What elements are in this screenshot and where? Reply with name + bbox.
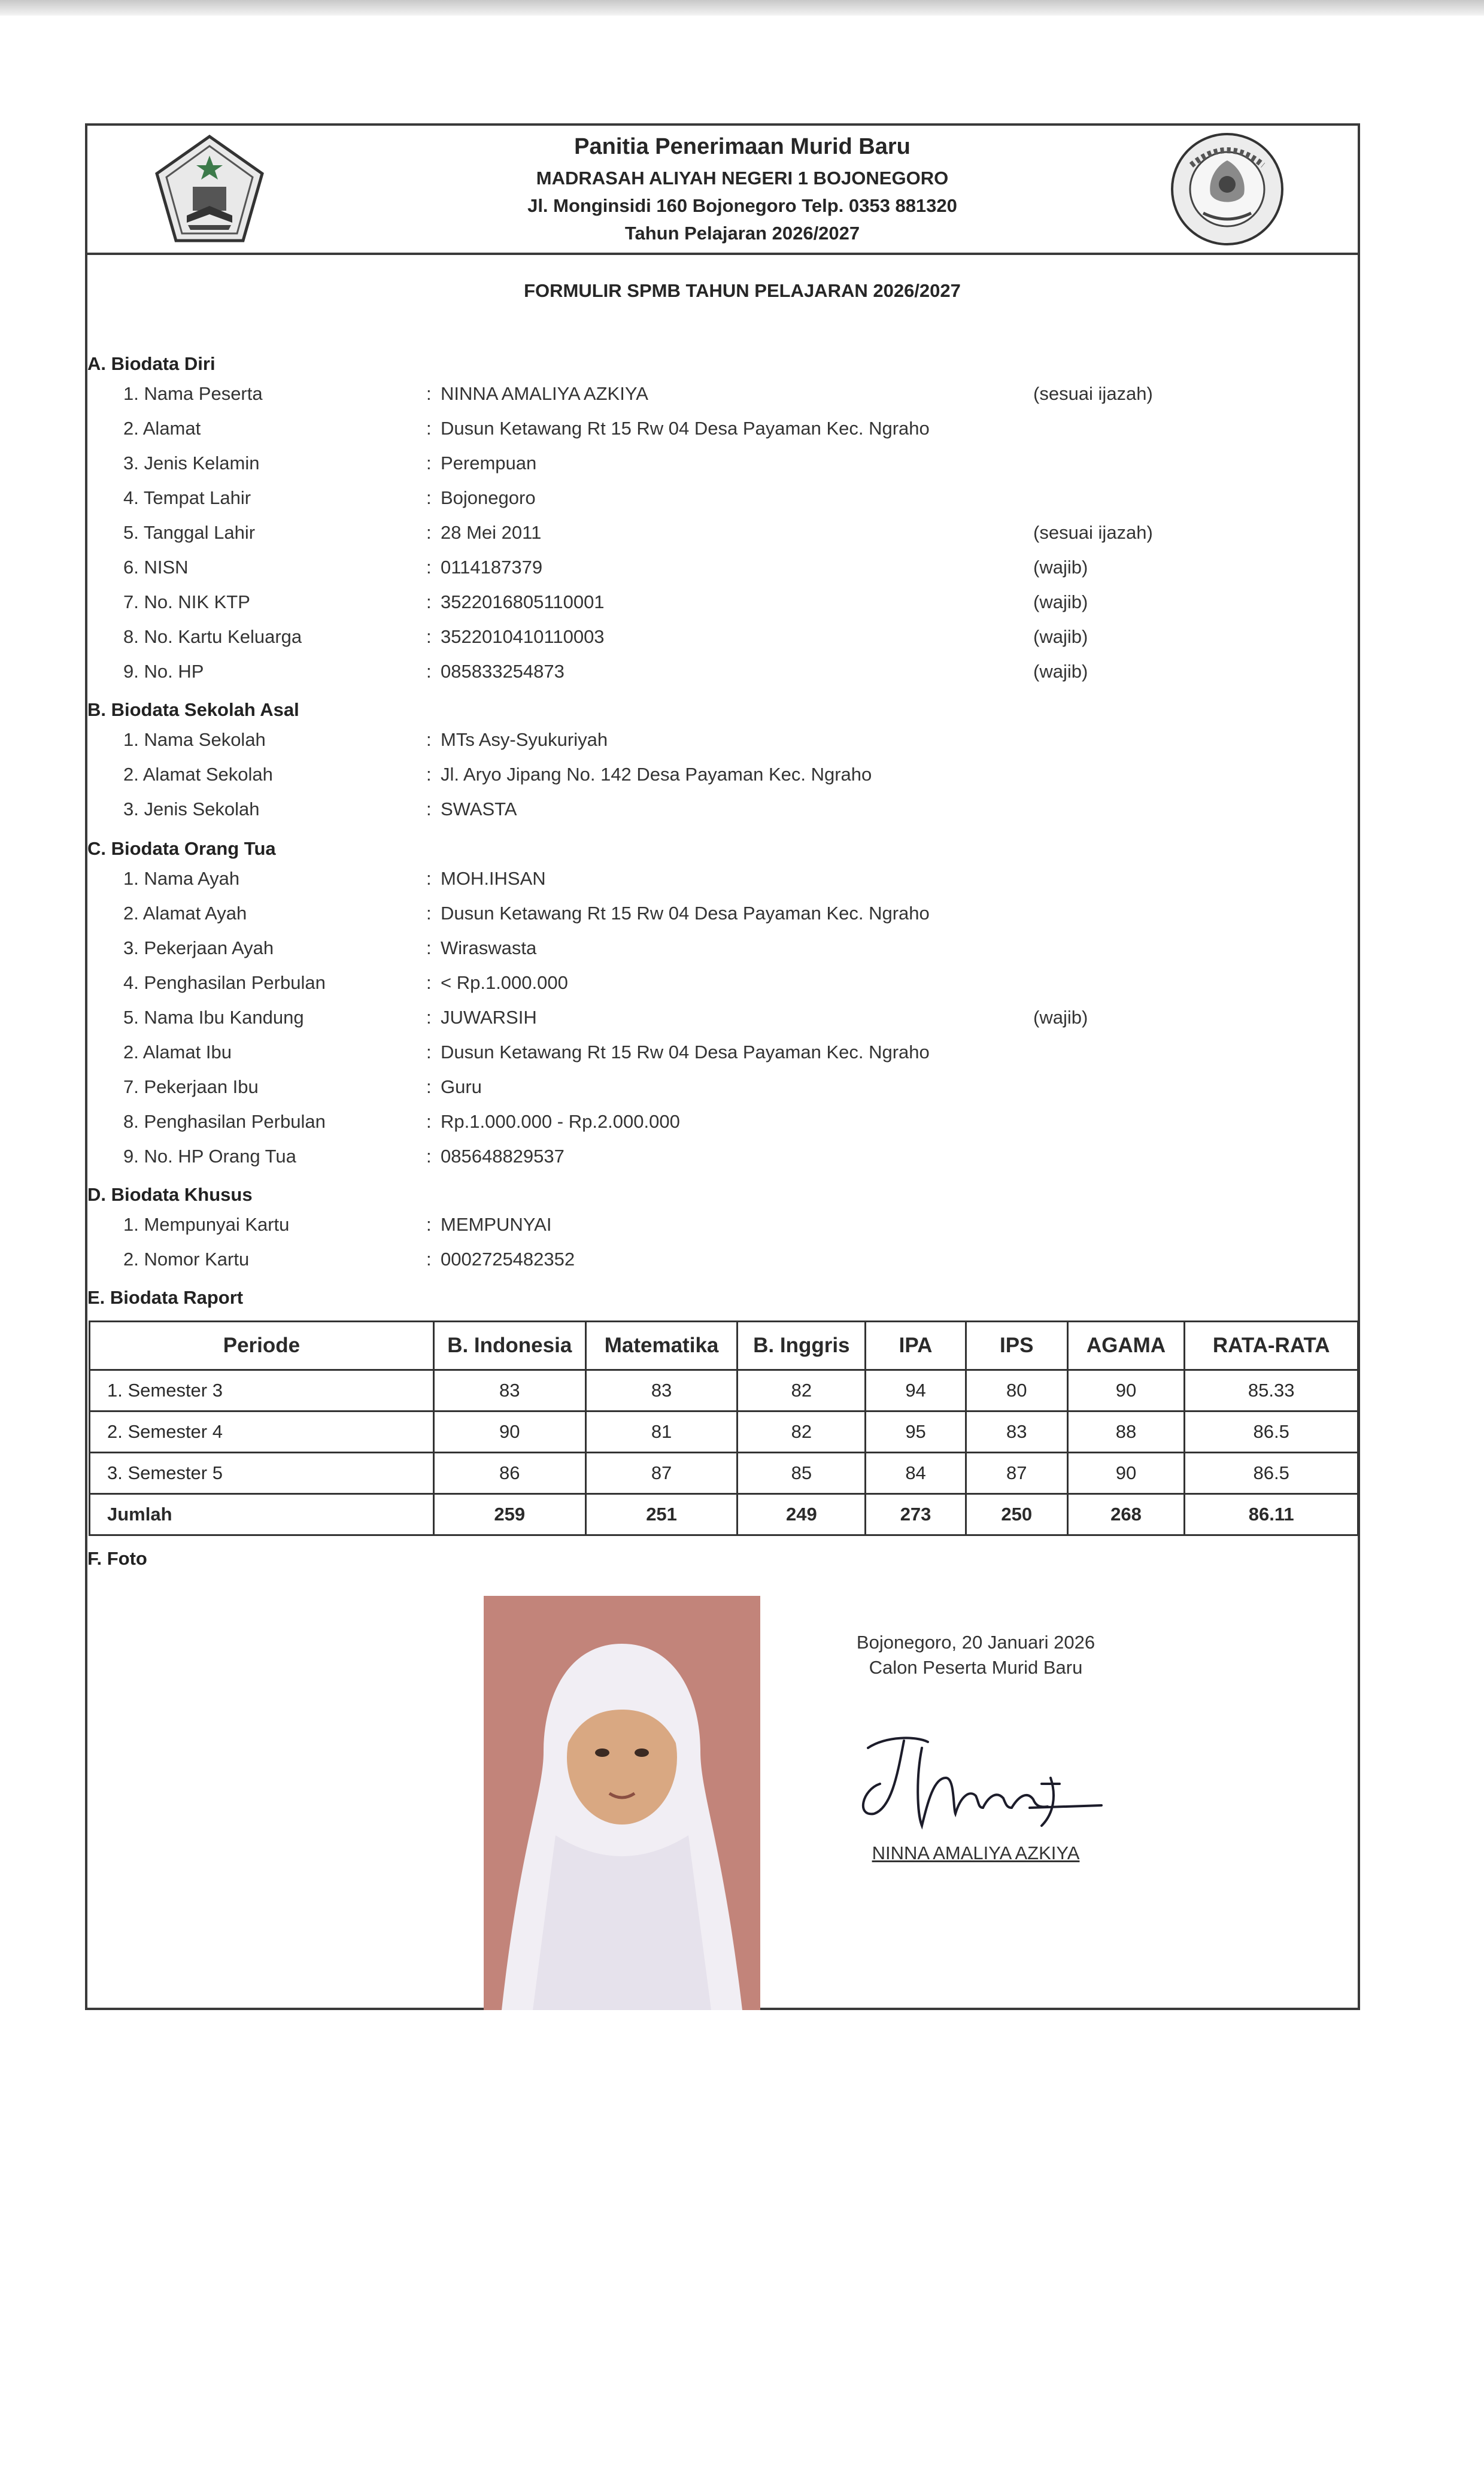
- field-row: [0, 868, 1484, 901]
- field-colon: :: [426, 661, 432, 682]
- field-row: [0, 661, 1484, 694]
- field-colon: :: [426, 1111, 432, 1132]
- field-value: SWASTA: [441, 799, 517, 819]
- field-row: [0, 903, 1484, 936]
- field-value: JUWARSIH: [441, 1007, 537, 1028]
- field-value: Rp.1.000.000 - Rp.2.000.000: [441, 1111, 680, 1132]
- field-colon: :: [426, 903, 432, 924]
- student-photo: [484, 1596, 760, 2010]
- field-row: [0, 557, 1484, 590]
- header-divider: [85, 253, 1360, 255]
- field-label: 6. NISN: [123, 557, 189, 578]
- field-value: 0002725482352: [441, 1249, 575, 1270]
- school-address: Jl. Monginsidi 160 Bojonegoro Telp. 0353 881320: [527, 195, 957, 216]
- field-label: 4. Penghasilan Perbulan: [123, 972, 326, 993]
- field-note: (sesuai ijazah): [1033, 522, 1153, 543]
- field-row: [0, 729, 1484, 763]
- field-row: [0, 972, 1484, 1006]
- field-colon: :: [426, 1042, 432, 1063]
- table-cell: Jumlah: [90, 1494, 434, 1535]
- field-row: [0, 764, 1484, 797]
- field-row: [0, 626, 1484, 660]
- school-name: MADRASAH ALIYAH NEGERI 1 BOJONEGORO: [536, 168, 949, 189]
- table-cell: 83: [433, 1370, 585, 1411]
- field-label: 3. Pekerjaan Ayah: [123, 937, 274, 958]
- field-note: (sesuai ijazah): [1033, 383, 1153, 404]
- table-cell: 90: [1067, 1370, 1185, 1411]
- table-cell: 90: [1067, 1453, 1185, 1494]
- field-note: (wajib): [1033, 591, 1088, 612]
- field-note: (wajib): [1033, 1007, 1088, 1028]
- field-value: 3522010410110003: [441, 626, 605, 647]
- field-label: 2. Alamat: [123, 418, 201, 439]
- table-cell: 86.5: [1185, 1411, 1358, 1453]
- field-colon: :: [426, 626, 432, 647]
- column-header: AGAMA: [1067, 1322, 1185, 1370]
- raport-table: [89, 1321, 1359, 1536]
- section-title-raport: E. Biodata Raport: [87, 1287, 244, 1308]
- table-cell: 82: [738, 1411, 866, 1453]
- field-value: MOH.IHSAN: [441, 868, 546, 889]
- table-cell: 86.5: [1185, 1453, 1358, 1494]
- field-label: 1. Nama Peserta: [123, 383, 263, 404]
- field-row: [0, 799, 1484, 832]
- field-label: 9. No. HP: [123, 661, 204, 682]
- column-header: Periode: [90, 1322, 434, 1370]
- column-header: IPA: [866, 1322, 966, 1370]
- field-value: MEMPUNYAI: [441, 1214, 552, 1235]
- table-cell: 249: [738, 1494, 866, 1535]
- field-row: [0, 1042, 1484, 1075]
- sign-name: NINNA AMALIYA AZKIYA: [872, 1842, 1080, 1863]
- table-row: [90, 1411, 1358, 1453]
- field-colon: :: [426, 972, 432, 993]
- column-header: Matematika: [585, 1322, 738, 1370]
- field-value: 0114187379: [441, 557, 543, 578]
- column-header: B. Inggris: [738, 1322, 866, 1370]
- table-cell: 86.11: [1185, 1494, 1358, 1535]
- field-value: 085833254873: [441, 661, 565, 682]
- field-value: < Rp.1.000.000: [441, 972, 568, 993]
- field-colon: :: [426, 522, 432, 543]
- field-value: 085648829537: [441, 1146, 565, 1167]
- field-note: (wajib): [1033, 557, 1088, 578]
- table-cell: 250: [966, 1494, 1067, 1535]
- field-colon: :: [426, 729, 432, 750]
- section-title-orang-tua: C. Biodata Orang Tua: [87, 838, 276, 859]
- field-label: 2. Alamat Ayah: [123, 903, 247, 924]
- table-cell: 1. Semester 3: [90, 1370, 434, 1411]
- field-colon: :: [426, 764, 432, 785]
- table-cell: 251: [585, 1494, 738, 1535]
- field-value: Dusun Ketawang Rt 15 Rw 04 Desa Payaman Kec. Ngraho: [441, 1042, 930, 1063]
- field-value: NINNA AMALIYA AZKIYA: [441, 383, 648, 404]
- table-row: [90, 1453, 1358, 1494]
- section-title-foto: F. Foto: [87, 1548, 147, 1569]
- field-colon: :: [426, 487, 432, 508]
- field-note: (wajib): [1033, 626, 1088, 647]
- field-label: 1. Mempunyai Kartu: [123, 1214, 290, 1235]
- field-row: [0, 418, 1484, 451]
- field-row: [0, 453, 1484, 486]
- school-seal-icon: [1167, 129, 1287, 252]
- table-cell: 86: [433, 1453, 585, 1494]
- field-row: [0, 487, 1484, 521]
- field-row: [0, 1146, 1484, 1179]
- table-cell: 83: [585, 1370, 738, 1411]
- field-value: 28 Mei 2011: [441, 522, 542, 543]
- field-colon: :: [426, 383, 432, 404]
- column-header: RATA-RATA: [1185, 1322, 1358, 1370]
- field-label: 2. Alamat Sekolah: [123, 764, 273, 785]
- form-title: FORMULIR SPMB TAHUN PELAJARAN 2026/2027: [524, 280, 961, 301]
- field-value: Jl. Aryo Jipang No. 142 Desa Payaman Kec. Ngraho: [441, 764, 872, 785]
- table-cell: 95: [866, 1411, 966, 1453]
- table-cell: 259: [433, 1494, 585, 1535]
- field-label: 7. Pekerjaan Ibu: [123, 1076, 259, 1097]
- field-label: 3. Jenis Kelamin: [123, 453, 260, 473]
- field-label: 8. No. Kartu Keluarga: [123, 626, 302, 647]
- table-cell: 273: [866, 1494, 966, 1535]
- sign-place-date: Bojonegoro, 20 Januari 2026: [856, 1632, 1095, 1653]
- field-colon: :: [426, 453, 432, 473]
- field-row: [0, 591, 1484, 625]
- field-label: 1. Nama Sekolah: [123, 729, 266, 750]
- field-value: Perempuan: [441, 453, 537, 473]
- column-header: IPS: [966, 1322, 1067, 1370]
- field-value: 3522016805110001: [441, 591, 605, 612]
- sign-role: Calon Peserta Murid Baru: [869, 1657, 1083, 1678]
- field-colon: :: [426, 1007, 432, 1028]
- field-label: 3. Jenis Sekolah: [123, 799, 260, 819]
- field-label: 8. Penghasilan Perbulan: [123, 1111, 326, 1132]
- field-value: MTs Asy-Syukuriyah: [441, 729, 608, 750]
- column-header: B. Indonesia: [433, 1322, 585, 1370]
- field-row: [0, 1214, 1484, 1247]
- field-row: [0, 1111, 1484, 1145]
- table-cell: 268: [1067, 1494, 1185, 1535]
- table-cell: 87: [585, 1453, 738, 1494]
- field-label: 5. Tanggal Lahir: [123, 522, 256, 543]
- section-title-biodata-diri: A. Biodata Diri: [87, 353, 216, 374]
- field-value: Dusun Ketawang Rt 15 Rw 04 Desa Payaman Kec. Ngraho: [441, 903, 930, 924]
- field-label: 2. Alamat Ibu: [123, 1042, 232, 1063]
- field-colon: :: [426, 591, 432, 612]
- table-cell: 80: [966, 1370, 1067, 1411]
- field-value: Guru: [441, 1076, 482, 1097]
- table-cell: 94: [866, 1370, 966, 1411]
- table-cell: 3. Semester 5: [90, 1453, 434, 1494]
- table-cell: 81: [585, 1411, 738, 1453]
- table-cell: 83: [966, 1411, 1067, 1453]
- field-value: Bojonegoro: [441, 487, 536, 508]
- kemenag-logo-icon: [151, 132, 268, 252]
- table-cell: 87: [966, 1453, 1067, 1494]
- field-colon: :: [426, 557, 432, 578]
- handwritten-signature: [850, 1724, 1113, 1847]
- scan-top-edge: [0, 0, 1484, 16]
- field-row: [0, 1007, 1484, 1040]
- field-colon: :: [426, 1146, 432, 1167]
- section-title-biodata-khusus: D. Biodata Khusus: [87, 1184, 253, 1205]
- field-colon: :: [426, 418, 432, 439]
- field-label: 7. No. NIK KTP: [123, 591, 250, 612]
- table-total-row: [90, 1494, 1358, 1535]
- field-colon: :: [426, 1249, 432, 1270]
- academic-year: Tahun Pelajaran 2026/2027: [624, 223, 860, 244]
- table-cell: 84: [866, 1453, 966, 1494]
- field-row: [0, 1249, 1484, 1282]
- table-cell: 85.33: [1185, 1370, 1358, 1411]
- table-cell: 90: [433, 1411, 585, 1453]
- table-cell: 82: [738, 1370, 866, 1411]
- table-cell: 88: [1067, 1411, 1185, 1453]
- field-colon: :: [426, 799, 432, 819]
- field-colon: :: [426, 868, 432, 889]
- field-colon: :: [426, 1076, 432, 1097]
- table-row: [90, 1370, 1358, 1411]
- field-value: Dusun Ketawang Rt 15 Rw 04 Desa Payaman Kec. Ngraho: [441, 418, 930, 439]
- table-cell: 2. Semester 4: [90, 1411, 434, 1453]
- committee-title: Panitia Penerimaan Murid Baru: [574, 134, 911, 159]
- field-value: Wiraswasta: [441, 937, 537, 958]
- field-colon: :: [426, 1214, 432, 1235]
- field-label: 9. No. HP Orang Tua: [123, 1146, 296, 1167]
- field-label: 1. Nama Ayah: [123, 868, 240, 889]
- table-cell: 85: [738, 1453, 866, 1494]
- field-row: [0, 1076, 1484, 1110]
- field-label: 4. Tempat Lahir: [123, 487, 251, 508]
- field-row: [0, 383, 1484, 417]
- field-label: 5. Nama Ibu Kandung: [123, 1007, 304, 1028]
- field-note: (wajib): [1033, 661, 1088, 682]
- field-row: [0, 937, 1484, 971]
- field-colon: :: [426, 937, 432, 958]
- section-title-sekolah-asal: B. Biodata Sekolah Asal: [87, 699, 299, 720]
- table-header-row: [90, 1322, 1358, 1370]
- field-row: [0, 522, 1484, 555]
- field-label: 2. Nomor Kartu: [123, 1249, 250, 1270]
